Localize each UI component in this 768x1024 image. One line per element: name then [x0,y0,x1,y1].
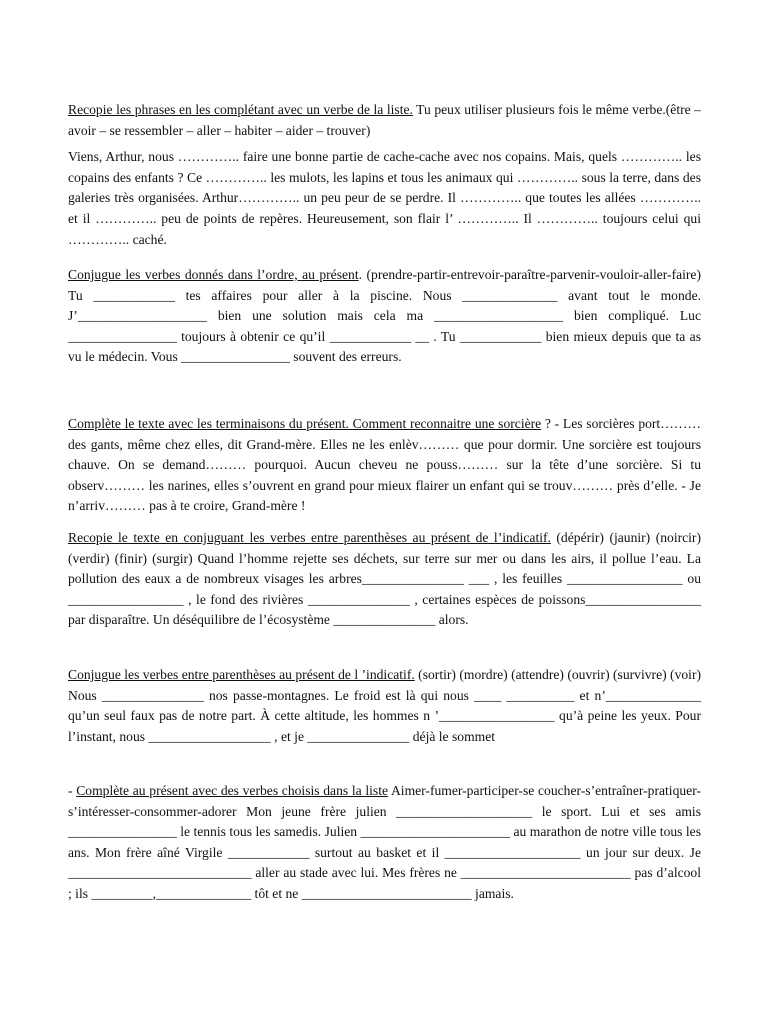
exercise-6-instruction: Aimer-fumer-participer-se coucher-s’entraîner-pratiquer-s’intéresser-consommer-adorer Mon jeune frère julien ____________________ le sport. Lui et ses amis ________________ le tennis tous les samedis. Julien ______________________ au marathon de notre ville tous les ans. Mon frère aîné Virgile ____________ surtout au basket et il ____________________ un jour sur deux. Je ___________________________ aller au stade avec lui. Mes frères ne _________________________ pas d’alcool ; ils _________,______________ tôt et ne _________________________ jamais. [68,783,701,901]
exercise-6-prefix: - [68,783,77,798]
exercise-5-text [68,665,701,747]
exercise-1 [68,100,701,250]
exercise-5 [68,665,701,747]
exercise-2-instruction: . (prendre-partir-entrevoir-paraître-parvenir-vouloir-aller-faire) Tu ____________ tes affaires pour aller à la piscine. Nous ______________ avant tout le monde. J’___________________ bien une solution mais cela ma ___________________ bien compliqué. Luc ________________ toujours à obtenir ce qu’il ____________ __ . Tu ____________ bien mieux depuis que ta as vu le médecin. Vous ________________ souvent des erreurs. [68,267,701,365]
exercise-4-title: Recopie le texte en conjuguant les verbes entre parenthèses au présent de l’indicatif. [68,530,551,545]
exercise-6-title: Complète au présent avec des verbes choisis dans la liste [76,783,389,798]
exercise-1-title: Recopie les phrases en les complétant avec un verbe de la liste. [68,102,413,117]
exercise-1-instruction: Tu peux utiliser plusieurs fois le même verbe.(être – avoir – se ressembler – aller – habiter – aider – trouver) [68,102,701,138]
exercise-6-text [68,781,701,905]
exercise-1-heading [68,100,701,141]
exercise-1-text: Viens, Arthur, nous ………….. faire une bonne partie de cache-cache avec nos copains. Mais, quels ………….. les copains des enfants ? Ce ………….. les mulots, les lapins et tous les animaux qui ………….. sous la terre, dans des galeries très organisées. Arthur………….. un peu peur de se perdre. Il ………….. que toutes les allées ………….. et il ………….. peu de points de repères. Heureusement, son flair l’ ………….. Il ………….. toujours celui qui ………….. caché. [68,149,701,247]
exercise-2-title: Conjugue les verbes donnés dans l’ordre, au présent [68,267,359,282]
exercise-3-text [68,414,701,517]
exercise-4 [68,528,701,631]
exercise-4-instruction: (dépérir) (jaunir) (noircir) (verdir) (finir) (surgir) Quand l’homme rejette ses déchets, sur terre sur mer ou dans les airs, il pollue l’eau. La pollution des eaux a de nombreux visages les arbres_______________ ___ , les feuilles _________________ ou _________________ , le fond des rivières _______________ , certaines espèces de poissons_________________ par disparaître. Un déséquilibre de l’écosystème _______________ alors. [68,530,701,628]
exercise-3 [68,414,701,517]
exercise-6 [68,781,701,905]
exercise-5-title: Conjugue les verbes entre parenthèses au présent de l ’indicatif. [68,667,415,682]
exercise-2 [68,265,701,368]
exercise-5-instruction: (sortir) (mordre) (attendre) (ouvrir) (survivre) (voir) Nous _______________ nos passe-montagnes. Le froid est là qui nous ____ __________ et n’______________ qu’un seul faux pas de notre part. À cette altitude, les hommes n ’_________________ qu’à peine les yeux. Pour l’instant, nous __________________ , et je _______________ déjà le sommet [68,667,701,744]
exercise-4-text [68,528,701,631]
exercise-2-text [68,265,701,368]
exercise-3-title: Complète le texte avec les terminaisons du présent. Comment reconnaitre une sorcière [68,416,542,431]
exercise-3-instruction: ? - Les sorcières port……… des gants, même chez elles, dit Grand-mère. Elles ne les enlèv……… que pour dormir. Une sorcière est toujours chauve. On se demand……… pourquoi. Aucun cheveu ne pouss……… sur la tête d’une sorcière. Si tu observ……… les narines, elles s’ouvrent en grand pour mieux flairer un enfant qui se trouv……… près d’elle. - Je n’arriv……… pas à te croire, Grand-mère ! [68,416,701,514]
